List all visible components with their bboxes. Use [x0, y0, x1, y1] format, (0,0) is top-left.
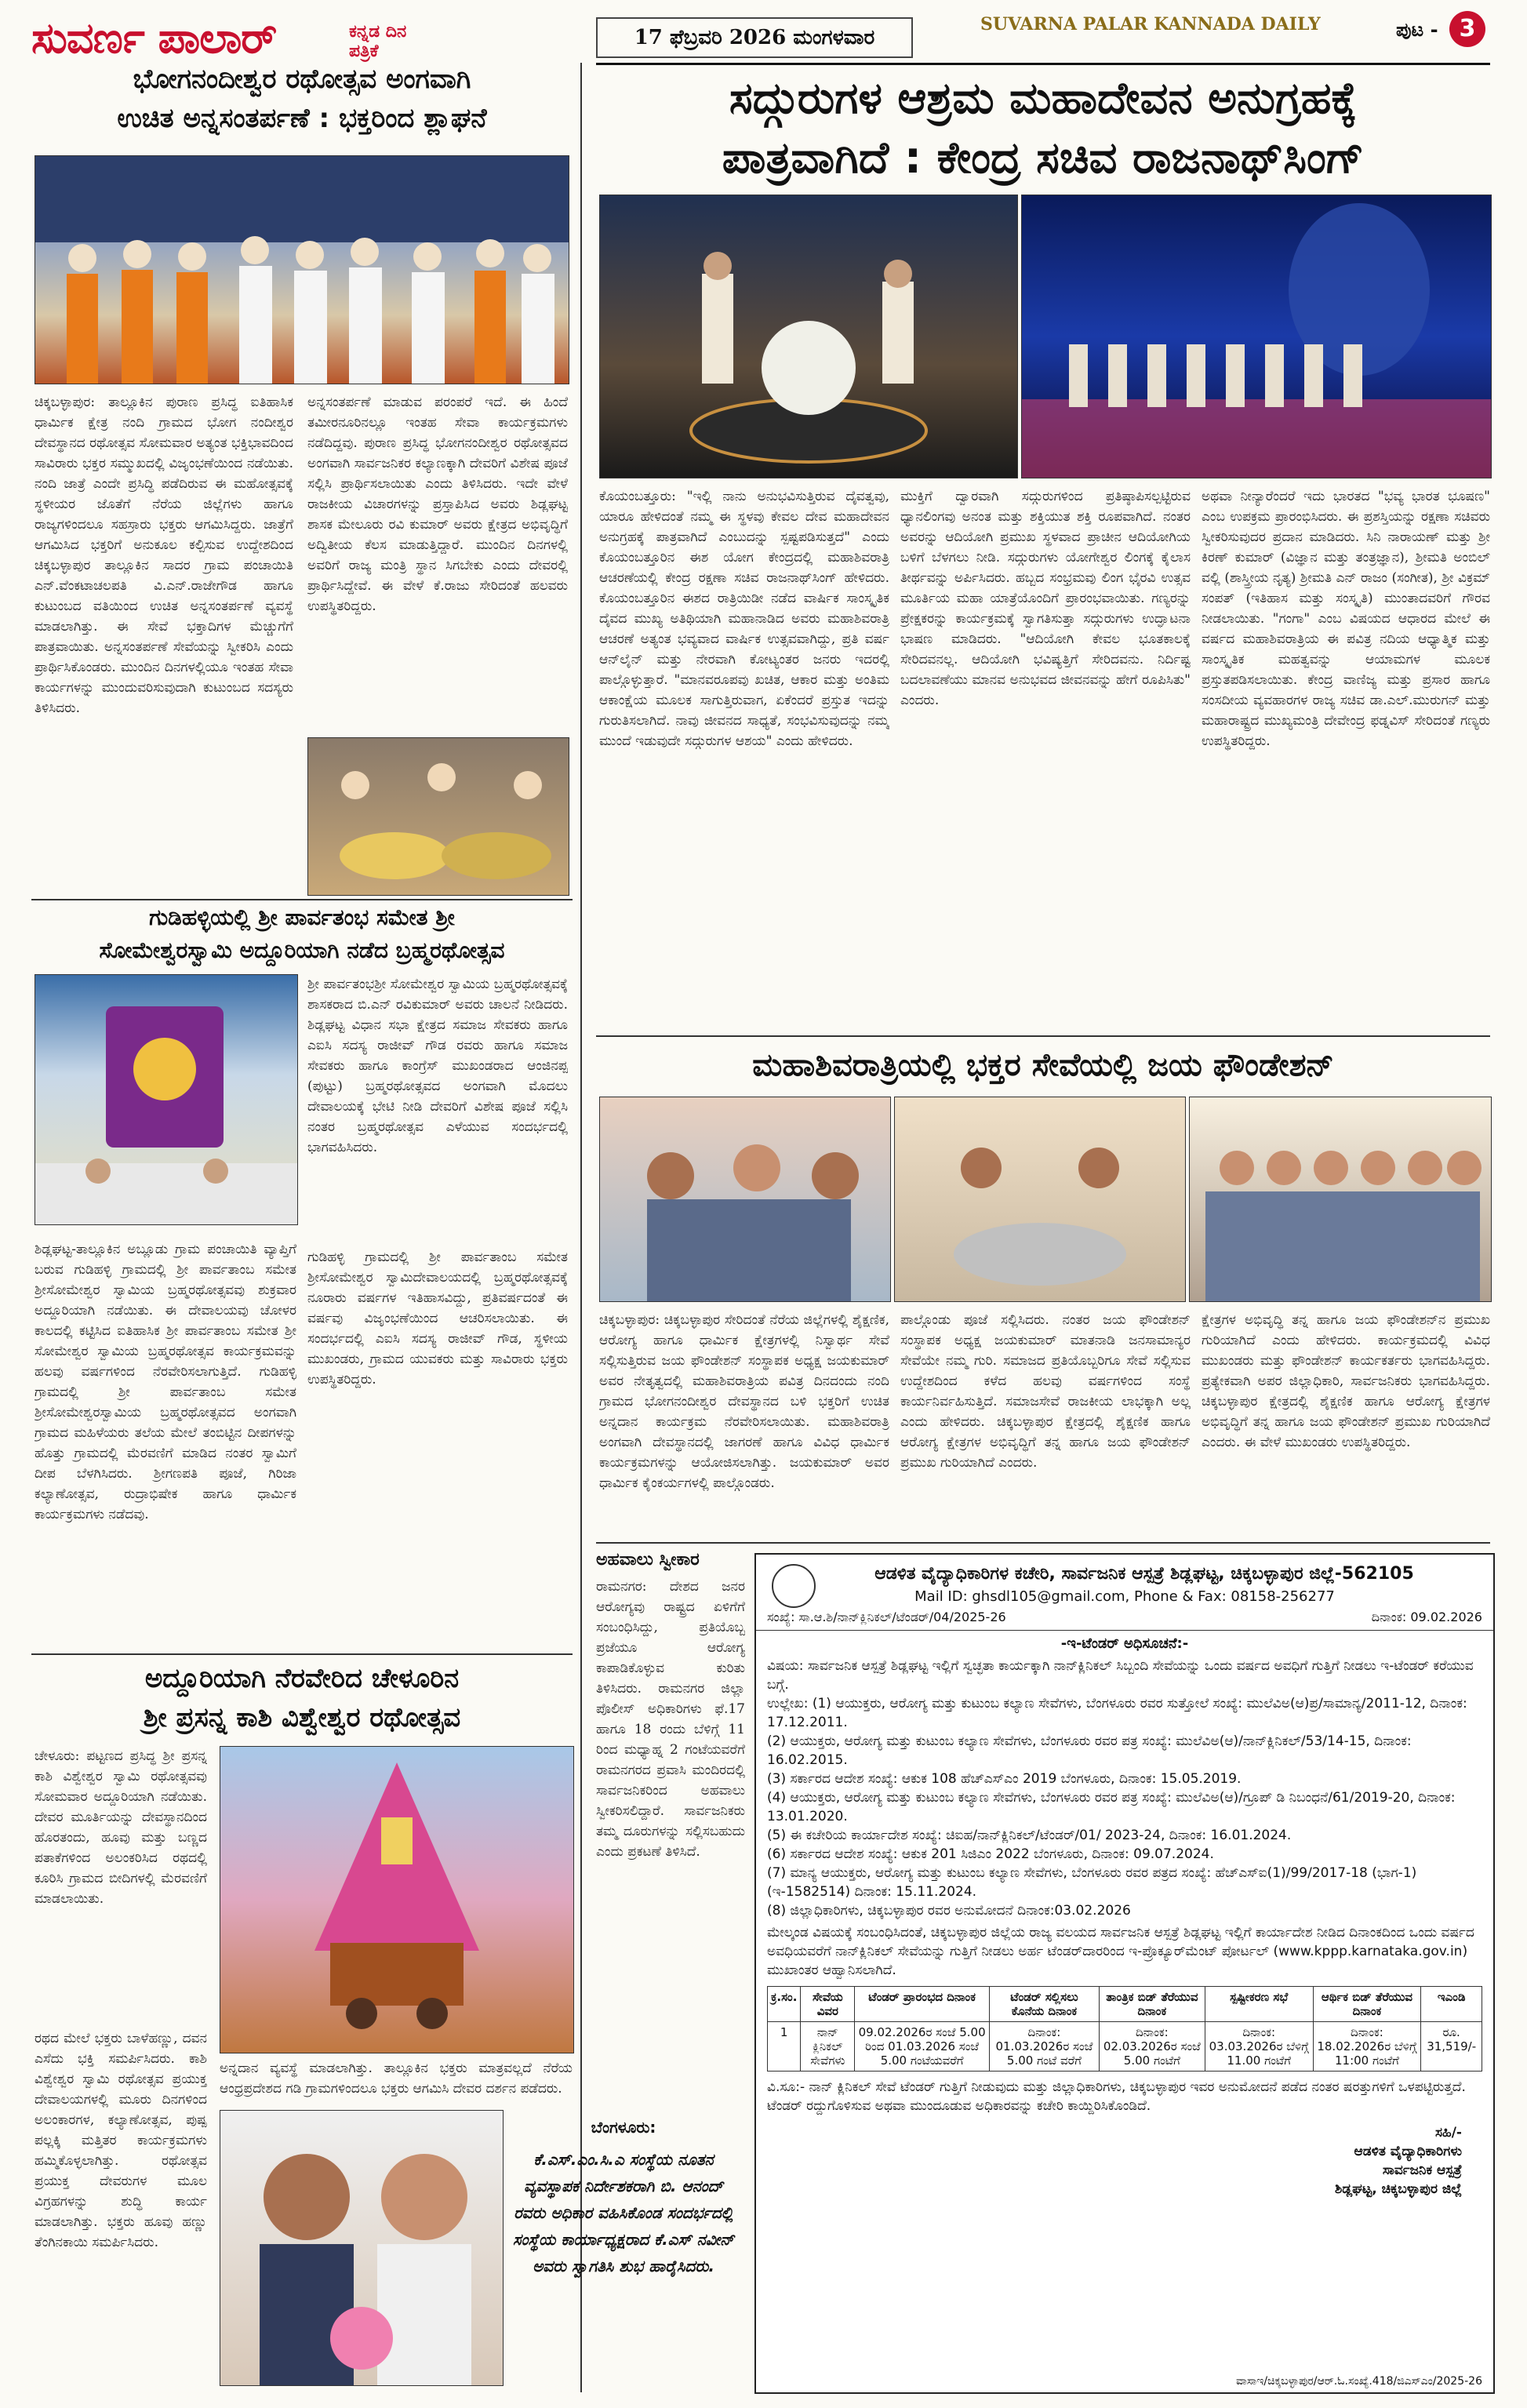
- story3-body-side: ಚೇಳೂರು: ಪಟ್ಟಣದ ಪ್ರಸಿದ್ಧ ಶ್ರೀ ಪ್ರಸನ್ನ ಕಾಶಿ ವಿಶ್ವೇಶ್ವರ ಸ್ವಾಮಿ ರಥೋತ್ಸವವು ಸೋಮವಾರ ಅದ್ದೂರಿಯಾಗಿ ನಡೆಯಿತು. ದೇವರ ಮೂರ್ತಿಯನ್ನು ದೇವಸ್ಥಾನದಿಂದ ಹೊರತಂದು, ಹೂವು ಮತ್ತು ಬಣ್ಣದ ಪತಾಕೆಗಳಿಂದ ಅಲಂಕರಿಸಿದ ರಥದಲ್ಲಿ ಕೂರಿಸಿ ಗ್ರಾಮದ ಬೀದಿಗಳಲ್ಲಿ ಮೆರವಣಿಗೆ ಮಾಡಲಾಯಿತು.: [35, 1748, 207, 1907]
- table-cell: ದಿನಾಂಕ: 02.03.2026ರ ಸಂಜೆ 5.00 ಗಂಟೆಗೆ: [1099, 2022, 1205, 2072]
- lead-headline-2: ಪಾತ್ರವಾಗಿದೆ : ಕೇಂದ್ರ ಸಚಿವ ರಾಜನಾಥ್‌ಸಿಂಗ್: [722, 133, 1365, 184]
- story1-photo-2: [307, 737, 569, 896]
- divider: [31, 899, 573, 900]
- table-cell: ರೂ. 31,519/-: [1421, 2022, 1482, 2072]
- divider: [31, 1653, 573, 1655]
- tender-mail: Mail ID: ghsdl105@gmail.com, Phone & Fax: 08158-256277: [914, 1588, 1335, 1605]
- story2-body-top: ಶ್ರೀ ಪಾರ್ವತಂಭಶ್ರೀ ಸೋಮೇಶ್ವರ ಸ್ವಾಮಿಯ ಬ್ರಹ್ಮರಥೋತ್ಸವಕ್ಕೆ ಶಾಸಕರಾದ ಬಿ.ಎನ್ ರವಿಕುಮಾರ್ ಅವರು ಚಾಲನೆ ನೀಡಿದರು. ಶಿಡ್ಲಘಟ್ಟ ವಿಧಾನ ಸಭಾ ಕ್ಷೇತ್ರದ ಸಮಾಜ ಸೇವಕರು ಹಾಗೂ ಎಐಸಿ ಸದಸ್ಯ ರಾಜೀವ್ ಗೌಡ ರವರು ಹಾಗೂ ಸಮಾಜ ಸೇವಕರು ಹಾಗೂ ಕಾಂಗ್ರೆಸ್ ಮುಖಂಡರಾದ ಆಂಜಿನಪ್ಪ (ಪುಟ್ಟು) ಬ್ರಹ್ಮರಥೋತ್ಸವದ ಅಂಗವಾಗಿ ಮೊದಲು ದೇವಾಲಯಕ್ಕೆ ಭೇಟಿ ನೀಡಿ ದೇವರಿಗೆ ವಿಶೇಷ ಪೂಜೆ ಸಲ್ಲಿಸಿ ನಂತರ ಬ್ರಹ್ಮರಥೋತ್ಸವ ಎಳೆಯುವ ಸಂದರ್ಭದಲ್ಲಿ ಭಾಗವಹಿಸಿದರು.: [307, 977, 568, 1155]
- table-row: [768, 2022, 1482, 2072]
- wish-body: ಕೆ.ಎಸ್.ಎಂ.ಸಿ.ಎ ಸಂಸ್ಥೆಯ ನೂತನ ವ್ಯವಸ್ಥಾಪಕ ನಿರ್ದೇಶಕರಾಗಿ ಬಿ. ಆನಂದ್ ರವರು ಅಧಿಕಾರ ವಹಿಸಿಕೊಂಡ ಸಂದರ್ಭದಲ್ಲಿ ಸಂಸ್ಥೆಯ ಕಾರ್ಯಾಧ್ಯಕ್ಷರಾದ ಕೆ.ಎಸ್ ನವೀನ್ ಅವರು ಸ್ವಾಗತಿಸಿ ಶುಭ ಹಾರೈಸಿದರು.: [513, 2150, 734, 2275]
- jaya-photo-2: [894, 1097, 1186, 1302]
- tender-ref-3: (3) ಸರ್ಕಾರದ ಆದೇಶ ಸಂಖ್ಯೆ: ಆಕುಕ 108 ಹೆಚ್‌ಎಸ್‌ಎಂ 2019 ಬೆಂಗಳೂರು, ದಿನಾಂಕ: 15.05.2019.: [767, 1771, 1242, 1787]
- masthead: [31, 11, 439, 66]
- tender-sign-1: ಆಡಳಿತ ವೈದ್ಯಾಧಿಕಾರಿಗಳು: [1354, 2144, 1462, 2159]
- story3-body-left2: ರಥದ ಮೇಲೆ ಭಕ್ತರು ಬಾಳೆಹಣ್ಣು, ದವನ ಎಸೆದು ಭಕ್ತಿ ಸಮರ್ಪಿಸಿದರು. ಕಾಶಿ ವಿಶ್ವೇಶ್ವರ ಸ್ವಾಮಿ ರಥೋತ್ಸವ ಪ್ರಯುಕ್ತ ದೇವಾಲಯಗಳಲ್ಲಿ ಮೂರು ದಿನಗಳಿಂದ ಅಲಂಕಾರಗಳ, ಕಲ್ಯಾಣೋತ್ಸವ, ಪುಷ್ಪ ಪಲ್ಲಕ್ಕಿ ಮತ್ತಿತರ ಕಾರ್ಯಕ್ರಮಗಳು ಹಮ್ಮಿಕೊಳ್ಳಲಾಗಿತ್ತು. ರಥೋತ್ಸವ ಪ್ರಯುಕ್ತ ದೇವರುಗಳ ಮೂಲ ವಿಗ್ರಹಗಳನ್ನು ಶುದ್ಧಿ ಕಾರ್ಯ ಮಾಡಲಾಗಿತ್ತು. ಭಕ್ತರು ಹೂವು ಹಣ್ಣು ತೆಂಗಿನಕಾಯಿ ಸಮರ್ಪಿಸಿದರು.: [35, 2031, 207, 2250]
- tender-date: ದಿನಾಂಕ: 09.02.2026: [1371, 1610, 1482, 1624]
- table-header: ಸೇವೆಯ ವಿವರ: [801, 1987, 855, 2022]
- tender-note: ವಿ.ಸೂ:- ನಾನ್ ಕ್ಲಿನಿಕಲ್ ಸೇವೆ ಟೆಂಡರ್ ಗುತ್ತಿಗೆ ನೀಡುವುದು ಮತ್ತು ಜಿಲ್ಲಾಧಿಕಾರಿಗಳು, ಚಿಕ್ಕಬಳ್ಳಾಪುರ ಇವರ ಅನುಮೋದನೆ ಪಡೆದ ನಂತರ ಷರತ್ತುಗಳಿಗೆ ಒಳಪಟ್ಟಿರುತ್ತದೆ. ಟೆಂಡರ್ ರದ್ದುಗೊಳಿಸುವ ಅಥವಾ ಮುಂದೂಡುವ ಅಧಿಕಾರವನ್ನು ಕಚೇರಿ ಕಾಯ್ದಿರಿಸಿಕೊಂಡಿದೆ.: [767, 2079, 1466, 2114]
- table-cell: ದಿನಾಂಕ: 01.03.2026ರ ಸಂಜೆ 5.00 ಗಂಟೆ ವರೆಗೆ: [990, 2022, 1100, 2072]
- story3-headline-2: ಶ್ರೀ ಪ್ರಸನ್ನ ಕಾಶಿ ವಿಶ್ವೇಶ್ವರ ರಥೋತ್ಸವ: [143, 1702, 461, 1733]
- dateline: 17 ಫೆಬ್ರವರಿ 2026 ಮಂಗಳವಾರ: [596, 17, 913, 58]
- jaya-photo-3: [1189, 1097, 1492, 1302]
- story1-body-right: ಅನ್ನಸಂತರ್ಪಣೆ ಮಾಡುವ ಪರಂಪರೆ ಇದೆ. ಈ ಹಿಂದೆ ತಮೀರನೂರಿನಲ್ಲೂ ಇಂತಹ ಸೇವಾ ಕಾರ್ಯಕ್ರಮಗಳು ನಡೆದಿದ್ದವು. ಪುರಾಣ ಪ್ರಸಿದ್ಧ ಭೋಗನಂದೀಶ್ವರ ರಥೋತ್ಸವದ ಅಂಗವಾಗಿ ಸಾರ್ವಜನಿಕರ ಕಲ್ಯಾಣಕ್ಕಾಗಿ ದೇವರಿಗೆ ವಿಶೇಷ ಪೂಜೆ ಸಲ್ಲಿಸಿ ಪ್ರಾರ್ಥಿಸಲಾಯಿತು ಎಂದು ತಿಳಿಸಿದರು. ಇದೇ ವೇಳೆ ರಾಜಕೀಯ ವಿಚಾರಗಳನ್ನು ಪ್ರಸ್ತಾಪಿಸಿದ ಅವರು ಶಿಡ್ಲಘಟ್ಟ ಶಾಸಕ ಮೇಲೂರು ರವಿ ಕುಮಾರ್ ಅವರು ಕ್ಷೇತ್ರದ ಅಭಿವೃದ್ಧಿಗೆ ಅದ್ವಿತೀಯ ಕೆಲಸ ಮಾಡುತ್ತಿದ್ದಾರೆ. ಮುಂದಿನ ದಿನಗಳಲ್ಲಿ ಅವರಿಗೆ ರಾಜ್ಯ ಮಂತ್ರಿ ಸ್ಥಾನ ಸಿಗಬೇಕು ಎಂದು ದೇವರಲ್ಲಿ ಪ್ರಾರ್ಥಿಸಿದ್ದೇವೆ. ಈ ವೇಳೆ ಕೆ.ರಾಜು ಸೇರಿದಂತೆ ಹಲವರು ಉಪಸ್ಥಿತರಿದ್ದರು.: [307, 395, 568, 614]
- tender-table: [767, 1986, 1482, 2072]
- divider: [596, 1035, 1490, 1037]
- lead-photo-1: [599, 195, 1018, 478]
- table-cell: 09.02.2026ರ ಸಂಜೆ 5.00 ರಿಂದ 01.03.2026 ಸಂಜೆ 5.00 ಗಂಟೆಯವರೆಗೆ: [855, 2022, 990, 2072]
- ahavalu-title: ಅಹವಾಲು ಸ್ವೀಕಾರ: [596, 1550, 700, 1570]
- story2-body-left: ಶಿಡ್ಲಘಟ್ಟ-ತಾಲ್ಲೂಕಿನ ಅಬ್ಲೂಡು ಗ್ರಾಮ ಪಂಚಾಯಿತಿ ವ್ಯಾಪ್ತಿಗೆ ಬರುವ ಗುಡಿಹಳ್ಳಿ ಗ್ರಾಮದಲ್ಲಿ ಶ್ರೀ ಪಾರ್ವತಾಂಬ ಸಮೇತ ಶ್ರೀಸೋಮೇಶ್ವರ ಸ್ವಾಮಿಯ ಬ್ರಹ್ಮರಥೋತ್ಸವವು ಶುಕ್ರವಾರ ಅದ್ದೂರಿಯಾಗಿ ನಡೆಯಿತು. ಈ ದೇವಾಲಯವು ಚೋಳರ ಕಾಲದಲ್ಲಿ ಕಟ್ಟಿಸಿದ ಐತಿಹಾಸಿಕ ಶ್ರೀ ಪಾರ್ವತಾಂಬ ಸಮೇತ ಶ್ರೀ ಸೋಮೇಶ್ವರ ಸ್ವಾಮಿಯ ಬ್ರಹ್ಮರಥೋತ್ಸವ ಕಾರ್ಯಕ್ರಮವನ್ನು ಹಲವು ವರ್ಷಗಳಿಂದ ನೆರವೇರಿಸಲಾಗುತ್ತಿದೆ. ಗುಡಿಹಳ್ಳಿ ಗ್ರಾಮದಲ್ಲಿ ಶ್ರೀ ಪಾರ್ವತಾಂಬ ಸಮೇತ ಶ್ರೀಸೋಮೇಶ್ವರಸ್ವಾಮಿಯ ಬ್ರಹ್ಮರಥೋತ್ಸವದ ಅಂಗವಾಗಿ ಗ್ರಾಮದ ಮಹಿಳೆಯರು ತಲೆಯ ಮೇಲೆ ತಂಬಿಟ್ಟಿನ ದೀಪಗಳನ್ನು ಹೊತ್ತು ಗ್ರಾಮದಲ್ಲಿ ಮೆರವಣಿಗೆ ಮಾಡಿದ ನಂತರ ಸ್ವಾಮಿಗೆ ದೀಪ ಬೆಳಗಿಸಿದರು. ಶ್ರೀಗಣಪತಿ ಪೂಜೆ, ಗಿರಿಜಾ ಕಲ್ಯಾಣೋತ್ಸವ, ರುದ್ರಾಭಿಷೇಕ ಹಾಗೂ ಧಾರ್ಮಿಕ ಕಾರ್ಯಕ್ರಮಗಳು ನಡೆದವು.: [35, 1242, 296, 1522]
- tender-intro: ಮೇಲ್ಕಂಡ ವಿಷಯಕ್ಕೆ ಸಂಬಂಧಿಸಿದಂತೆ, ಚಿಕ್ಕಬಳ್ಳಾಪುರ ಜಿಲ್ಲೆಯ ರಾಜ್ಯ ವಲಯದ ಸಾರ್ವಜನಿಕ ಆಸ್ಪತ್ರೆ ಶಿಡ್ಲಘಟ್ಟ ಇಲ್ಲಿಗೆ ಕಾರ್ಯಾದೇಶ ನೀಡಿದ ದಿನಾಂಕದಿಂದ ಒಂದು ವರ್ಷದ ಅವಧಿಯವರೆಗೆ ನಾನ್‌ಕ್ಲಿನಿಕಲ್ ಸೇವೆಯನ್ನು ಗುತ್ತಿಗೆ ನೀಡಲು ಅರ್ಹ ಟೆಂಡರ್‌ದಾರರಿಂದ ಇ-ಪ್ರೊಕ್ಯೂರ್‌ಮೆಂಟ್ ಪೋರ್ಟಲ್ (www.kppp.karnataka.gov.in) ಮುಖಾಂತರ ಆಹ್ವಾನಿಸಲಾಗಿದೆ.: [767, 1925, 1474, 1978]
- table-cell: ದಿನಾಂಕ: 03.03.2026ರ ಬೆಳಿಗ್ಗೆ 11.00 ಗಂಟೆಗೆ: [1205, 2022, 1313, 2072]
- story3-photo: [220, 1746, 574, 2053]
- tender-ref-6: (6) ಸರ್ಕಾರದ ಆದೇಶ ಸಂಖ್ಯೆ: ಆಕುಕ 201 ಸಿಜಿಎಂ 2022 ಬೆಂಗಳೂರು, ದಿನಾಂಕ: 09.07.2024.: [767, 1846, 1214, 1862]
- jaya-col-1: ಚಿಕ್ಕಬಳ್ಳಾಪುರ: ಚಿಕ್ಕಬಳ್ಳಾಪುರ ಸೇರಿದಂತೆ ನೆರೆಯ ಜಿಲ್ಲೆಗಳಲ್ಲಿ ಶೈಕ್ಷಣಿಕ, ಆರೋಗ್ಯ ಹಾಗೂ ಧಾರ್ಮಿಕ ಕ್ಷೇತ್ರಗಳಲ್ಲಿ ನಿಸ್ವಾರ್ಥ ಸೇವೆ ಸಲ್ಲಿಸುತ್ತಿರುವ ಜಯ ಫೌಂಡೇಶನ್ ಸಂಸ್ಥಾಪಕ ಅಧ್ಯಕ್ಷ ಜಯಕುಮಾರ್ ಅವರ ನೇತೃತ್ವದಲ್ಲಿ ಮಹಾಶಿವರಾತ್ರಿಯ ಪವಿತ್ರ ದಿನದಂದು ನಂದಿ ಗ್ರಾಮದ ಭೋಗನಂದೀಶ್ವರ ದೇವಸ್ಥಾನದ ಬಳಿ ಭಕ್ತರಿಗೆ ಉಚಿತ ಅನ್ನದಾನ ಕಾರ್ಯಕ್ರಮ ನೆರವೇರಿಸಲಾಯಿತು. ಮಹಾಶಿವರಾತ್ರಿ ಅಂಗವಾಗಿ ದೇವಸ್ಥಾನದಲ್ಲಿ ಜಾಗರಣೆ ಹಾಗೂ ವಿವಿಧ ಧಾರ್ಮಿಕ ಕಾರ್ಯಕ್ರಮಗಳನ್ನು ಆಯೋಜಿಸಲಾಗಿತ್ತು. ಜಯಕುಮಾರ್ ಅವರ ಧಾರ್ಮಿಕ ಕೈಂಕರ್ಯಗಳಲ್ಲಿ ಪಾಲ್ಗೊಂಡರು.: [599, 1312, 889, 1491]
- tender-ref-5: (5) ಈ ಕಚೇರಿಯ ಕಾರ್ಯಾದೇಶ ಸಂಖ್ಯೆ: ಚಿಐಹ/ನಾನ್‌ಕ್ಲಿನಿಕಲ್/ಟೆಂಡರ್/01/ 2023-24, ದಿನಾಂಕ: 16.01.2024.: [767, 1828, 1292, 1843]
- table-header: ಟೆಂಡರ್ ಸಲ್ಲಿಸಲು ಕೊನೆಯ ದಿನಾಂಕ: [990, 1987, 1100, 2022]
- story1-body-left: ಚಿಕ್ಕಬಳ್ಳಾಪುರ: ತಾಲ್ಲೂಕಿನ ಪುರಾಣ ಪ್ರಸಿದ್ಧ ಐತಿಹಾಸಿಕ ಧಾರ್ಮಿಕ ಕ್ಷೇತ್ರ ನಂದಿ ಗ್ರಾಮದ ಭೋಗ ನಂದೀಶ್ವರ ದೇವಸ್ಥಾನದ ರಥೋತ್ಸವ ಸೋಮವಾರ ಅತ್ಯಂತ ಭಕ್ತಿಭಾವದಿಂದ ಸಾವಿರಾರು ಭಕ್ತರ ಸಮ್ಮುಖದಲ್ಲಿ ವಿಜೃಂಭಣೆಯಿಂದ ನಡೆಯಿತು. ನಂದಿ ಜಾತ್ರೆ ಎಂದೇ ಪ್ರಸಿದ್ಧಿ ಪಡೆದಿರುವ ಈ ಮಹೋತ್ಸವಕ್ಕೆ ಸ್ಥಳೀಯರ ಜೊತೆಗೆ ನೆರೆಯ ಜಿಲ್ಲೆಗಳು ಹಾಗೂ ರಾಜ್ಯಗಳಿಂದಲೂ ಸಹಸ್ರಾರು ಭಕ್ತರು ಆಗಮಿಸಿದ್ದರು. ಜಾತ್ರೆಗೆ ಆಗಮಿಸಿದ ಭಕ್ತರಿಗೆ ಅನುಕೂಲ ಕಲ್ಪಿಸುವ ಉದ್ದೇಶದಿಂದ ಚಿಕ್ಕಬಳ್ಳಾಪುರ ತಾಲ್ಲೂಕಿನ ಸಾದರ ಗ್ರಾಮ ಪಂಚಾಯಿತಿ ಎನ್.ವೆಂಕಟಾಚಲಪತಿ ವಿ.ಎನ್.ರಾಜೇಗೌಡ ಹಾಗೂ ಕುಟುಂಬದ ವತಿಯಿಂದ ಉಚಿತ ಅನ್ನಸಂತರ್ಪಣೆ ವ್ಯವಸ್ಥೆ ಮಾಡಲಾಗಿತ್ತು. ಈ ಸೇವೆ ಭಕ್ತಾದಿಗಳ ಮೆಚ್ಚುಗೆಗೆ ಪಾತ್ರವಾಯಿತು. ಅನ್ನಸಂತರ್ಪಣೆ ಸೇವೆಯನ್ನು ಸ್ವೀಕರಿಸಿ ಎಂದು ಪ್ರಾರ್ಥಿಸಿಕೊಂಡರು. ಮುಂದಿನ ದಿನಗಳಲ್ಲಿಯೂ ಇಂತಹ ಸೇವಾ ಕಾರ್ಯಗಳನ್ನು ಮುಂದುವರಿಸುವುದಾಗಿ ಕುಟುಂಬದ ಸದಸ್ಯರು ತಿಳಿಸಿದರು.: [35, 395, 293, 716]
- jaya-col-3: ಕ್ಷೇತ್ರಗಳ ಅಭಿವೃದ್ಧಿ ತನ್ನ ಹಾಗೂ ಜಯ ಫೌಂಡೇಶನ್‌ನ ಪ್ರಮುಖ ಗುರಿಯಾಗಿದೆ ಎಂದು ಹೇಳಿದರು. ಕಾರ್ಯಕ್ರಮದಲ್ಲಿ ವಿವಿಧ ಮುಖಂಡರು ಮತ್ತು ಫೌಂಡೇಶನ್ ಕಾರ್ಯಕರ್ತರು ಭಾಗವಹಿಸಿದ್ದರು. ಪ್ರತ್ಯೇಕವಾಗಿ ಅಪರ ಜಿಲ್ಲಾಧಿಕಾರಿ, ಸಾರ್ವಜನಿಕರು ಭಾಗವಹಿಸಿದ್ದರು. ಚಿಕ್ಕಬಳ್ಳಾಪುರ ಕ್ಷೇತ್ರದಲ್ಲಿ ಶೈಕ್ಷಣಿಕ ಹಾಗೂ ಆರೋಗ್ಯ ಕ್ಷೇತ್ರಗಳ ಅಭಿವೃದ್ಧಿಗೆ ತನ್ನ ಹಾಗೂ ಜಯ ಫೌಂಡೇಶನ್ ಪ್ರಮುಖ ಗುರಿಯಾಗಿದೆ ಎಂದರು. ಈ ವೇಳೆ ಮುಖಂಡರು ಉಪಸ್ಥಿತರಿದ್ದರು.: [1202, 1312, 1490, 1450]
- page-number: [1396, 11, 1485, 47]
- story2-headline-1: ಗುಡಿಹಳ್ಳಿಯಲ್ಲಿ ಶ್ರೀ ಪಾರ್ವತಂಭ ಸಮೇತ ಶ್ರೀ: [149, 904, 455, 930]
- tender-sign-3: ಶಿಡ್ಲಘಟ್ಟ, ಚಿಕ್ಕಬಳ್ಳಾಪುರ ಜಿಲ್ಲೆ: [1334, 2181, 1462, 2197]
- tender-ref: ಸಂಖ್ಯೆ: ಸಾ.ಆ.ಶಿ/ನಾನ್‌ಕ್ಲಿನಿಕಲ್/ಟೆಂಡರ್/04/2025-26: [767, 1610, 1006, 1624]
- table-cell: ದಿನಾಂಕ: 18.02.2026ರ ಬೆಳಿಗ್ಗೆ 11:00 ಗಂಟೆಗೆ: [1313, 2022, 1421, 2072]
- tender-office: ಆಡಳಿತ ವೈದ್ಯಾಧಿಕಾರಿಗಳ ಕಚೇರಿ, ಸಾರ್ವಜನಿಕ ಆಸ್ಪತ್ರೆ ಶಿಡ್ಲಘಟ್ಟ, ಚಿಕ್ಕಬಳ್ಳಾಪುರ ಜಿಲ್ಲೆ-562105: [874, 1564, 1414, 1584]
- emblem-icon: [772, 1564, 816, 1608]
- divider: [596, 1542, 1490, 1544]
- tender-notice: [754, 1553, 1495, 2394]
- lead-col-3: ಅಥವಾ ನೀನ್ಯಾರೆಂದರೆ ಇದು ಭಾರತದ "ಭವ್ಯ ಭಾರತ ಭೂಷಣ" ಎಂಬ ಉಪಕ್ರಮ ಪ್ರಾರಂಭಿಸಿದರು. ಈ ಪ್ರಶಸ್ತಿಯನ್ನು ರಕ್ಷಣಾ ಸಚಿವರು ಸ್ವೀಕರಿಸುವುದರ ಪ್ರದಾನ ಮಾಡಿದರು. ಸಿನಿ ನಾರಾಯಣ್ ಮತ್ತು ಶ್ರೀ ಕಿರಣ್ ಕುಮಾರ್ (ವಿಜ್ಞಾನ ಮತ್ತು ತಂತ್ರಜ್ಞಾನ), ಶ್ರೀಮತಿ ಅಂಬಿಲ್ ವಲ್ಲಿ (ಶಾಸ್ತ್ರೀಯ ನೃತ್ಯ) ಶ್ರೀಮತಿ ಎನ್ ರಾಜಂ (ಸಂಗೀತ), ಶ್ರೀ ವಿಕ್ರಮ್ ಸಂಪತ್ (ಇತಿಹಾಸ ಮತ್ತು ಸಂಸ್ಕೃತಿ) ಮುಂತಾದವರಿಗೆ ಗೌರವ ನೀಡಲಾಯಿತು. "ಗಂಗಾ" ಎಂಬ ವಿಷಯದ ಆಧಾರದ ಮೇಲೆ ಈ ವರ್ಷದ ಮಹಾಶಿವರಾತ್ರಿಯ ಈ ಪವಿತ್ರ ನದಿಯ ಆಧ್ಯಾತ್ಮಿಕ ಮತ್ತು ಸಾಂಸ್ಕೃತಿಕ ಮಹತ್ವವನ್ನು ಆಯಾಮಗಳ ಮೂಲಕ ಪ್ರಸ್ತುತಪಡಿಸಲಾಯಿತು. ಕೇಂದ್ರ ವಾಣಿಜ್ಯ ಮತ್ತು ಪ್ರಸಾರ ಹಾಗೂ ಸಂಸದೀಯ ವ್ಯವಹಾರಗಳ ರಾಜ್ಯ ಸಚಿವ ಡಾ.ಎಲ್.ಮುರುಗನ್ ಮತ್ತು ಮಹಾರಾಷ್ಟ್ರದ ಮುಖ್ಯಮಂತ್ರಿ ದೇವೇಂದ್ರ ಫಡ್ನವಿಸ್ ಸೇರಿದಂತೆ ಗಣ್ಯರು ಉಪಸ್ಥಿತರಿದ್ದರು.: [1202, 489, 1490, 749]
- jaya-col-2: ಪಾಲ್ಗೊಂಡು ಪೂಜೆ ಸಲ್ಲಿಸಿದರು. ನಂತರ ಜಯ ಫೌಂಡೇಶನ್ ಸಂಸ್ಥಾಪಕ ಅಧ್ಯಕ್ಷ ಜಯಕುಮಾರ್ ಮಾತನಾಡಿ ಜನಸಾಮಾನ್ಯರ ಸೇವೆಯೇ ನಮ್ಮ ಗುರಿ. ಸಮಾಜದ ಪ್ರತಿಯೊಬ್ಬರಿಗೂ ಸೇವೆ ಸಲ್ಲಿಸುವ ಉದ್ದೇಶದಿಂದ ಕಳೆದ ಹಲವು ವರ್ಷಗಳಿಂದ ಸಂಸ್ಥೆ ಕಾರ್ಯನಿರ್ವಹಿಸುತ್ತಿದೆ. ಸಮಾಜಸೇವೆ ರಾಜಕೀಯ ಲಾಭಕ್ಕಾಗಿ ಅಲ್ಲ ಎಂದು ಹೇಳಿದರು. ಚಿಕ್ಕಬಳ್ಳಾಪುರ ಕ್ಷೇತ್ರದಲ್ಲಿ ಶೈಕ್ಷಣಿಕ ಹಾಗೂ ಆರೋಗ್ಯ ಕ್ಷೇತ್ರಗಳ ಅಭಿವೃದ್ಧಿಗೆ ತನ್ನ ಹಾಗೂ ಜಯ ಫೌಂಡೇಶನ್ ಪ್ರಮುಖ ಗುರಿಯಾಗಿದೆ ಎಂದರು.: [900, 1312, 1191, 1471]
- story1-photo: [35, 155, 569, 384]
- story1-headline-2: ಉಚಿತ ಅನ್ನಸಂತರ್ಪಣೆ : ಭಕ್ತರಿಂದ ಶ್ಲಾಘನೆ: [117, 103, 487, 134]
- tender-ref-8: (8) ಜಿಲ್ಲಾಧಿಕಾರಿಗಳು, ಚಿಕ್ಕಬಳ್ಳಾಪುರ ರವರ ಅನುಮೋದನೆ ದಿನಾಂಕ:03.02.2026: [767, 1903, 1131, 1919]
- tender-signature: [756, 2115, 1493, 2199]
- wish-photo: [220, 2110, 504, 2386]
- lead-col-2: ಮುಕ್ತಿಗೆ ದ್ವಾರವಾಗಿ ಸದ್ಗುರುಗಳಿಂದ ಪ್ರತಿಷ್ಠಾಪಿಸಲ್ಪಟ್ಟಿರುವ ಧ್ಯಾನಲಿಂಗವು ಅನಂತ ಮತ್ತು ಶಕ್ತಿಯುತ ಶಕ್ತಿ ರೂಪವಾಗಿದೆ. ನಂತರ ಅವರನ್ನು ಆದಿಯೋಗಿ ಪ್ರಮುಖ ಸ್ಥಳವಾದ ಪ್ರಾಚೀನ ಆದಿಯೋಗಿಯ ಬಳಿಗೆ ಬೆಳಗಲು ನೀಡಿ. ಸದ್ಗುರುಗಳು ಯೋಗೇಶ್ವರ ಲಿಂಗಕ್ಕೆ ಕೈಲಾಸ ತೀರ್ಥವನ್ನು ಅರ್ಪಿಸಿದರು. ಹಬ್ಬದ ಸಂಭ್ರಮವು ಲಿಂಗ ಭೈರವಿ ಉತ್ಸವ ಮೂರ್ತಿಯ ಮಹಾ ಯಾತ್ರೆಯೊಂದಿಗೆ ಪ್ರಾರಂಭವಾಯಿತು. ಗಣ್ಯರನ್ನು ಪ್ರೇಕ್ಷಕರನ್ನು ಕಾರ್ಯಕ್ರಮಕ್ಕೆ ಸ್ವಾಗತಿಸುತ್ತಾ ಸದ್ಗುರುಗಳು ಉದ್ಘಾಟನಾ ಭಾಷಣ ಮಾಡಿದರು. "ಆದಿಯೋಗಿ ಕೇವಲ ಭೂತಕಾಲಕ್ಕೆ ಸೇರಿದವನಲ್ಲ. ಆದಿಯೋಗಿ ಭವಿಷ್ಯತ್ತಿಗೆ ಸೇರಿದವನು. ನಿರ್ದಿಷ್ಟ ಬದಲಾವಣೆಯು ಮಾನವ ಅನುಭವದ ಜೀವನವನ್ನು ಹೇಗೆ ರೂಪಿಸಿತು" ಎಂದರು.: [900, 489, 1191, 708]
- daily-label: SUVARNA PALAR KANNADA DAILY: [980, 14, 1321, 35]
- column-rule: [580, 63, 582, 2392]
- jaya-photo-1: [599, 1097, 891, 1302]
- tender-title: -ಇ-ಟೆಂಡರ್ ಅಧಿಸೂಚನೆ:-: [1060, 1635, 1189, 1652]
- lead-headline-1: ಸದ್ಗುರುಗಳ ಆಶ್ರಮ ಮಹಾದೇವನ ಅನುಗ್ರಹಕ್ಕೆ: [729, 73, 1358, 124]
- table-header: ಆರ್ಥಿಕ ಬಿಡ್ ತೆರೆಯುವ ದಿನಾಂಕ: [1313, 1987, 1421, 2022]
- brand-tagline: ಕನ್ನಡ ದಿನ ಪತ್ರಿಕೆ: [349, 22, 407, 61]
- tender-ref-2: (2) ಆಯುಕ್ತರು, ಆರೋಗ್ಯ ಮತ್ತು ಕುಟುಂಬ ಕಲ್ಯಾಣ ಸೇವೆಗಳು, ಬೆಂಗಳೂರು ರವರ ಪತ್ರ ಸಂಖ್ಯೆ: ಮುಲೆವಿಅ(ಆ)/ನಾನ್‌ಕ್ಲಿನಿಕಲ್/53/14-15, ದಿನಾಂಕ: 16.02.2015.: [767, 1733, 1412, 1768]
- lead-photo-2: [1021, 195, 1492, 478]
- tender-footer: ವಾಸಾಇ/ಚಿಕ್ಕಬಳ್ಳಾಪುರ/ಆರ್.ಓ.ಸಂಖ್ಯೆ.418/ಜಿಎಸ್‌ಎಂ/2025-26: [1235, 2375, 1482, 2388]
- tender-ref-7: (7) ಮಾನ್ಯ ಆಯುಕ್ತರು, ಆರೋಗ್ಯ ಮತ್ತು ಕುಟುಂಬ ಕಲ್ಯಾಣ ಸೇವೆಗಳು, ಬೆಂಗಳೂರು ರವರ ಪತ್ರದ ಸಂಖ್ಯೆ: ಹೆಚ್‌ಎಸ್‌ಐ(1)/99/2017-18 (ಭಾಗ-1) (ಇ-1582514) ದಿನಾಂಕ: 15.11.2024.: [767, 1865, 1417, 1900]
- ahavalu-body: ರಾಮನಗರ: ದೇಶದ ಜನರ ಆರೋಗ್ಯವು ರಾಷ್ಟ್ರದ ಏಳಿಗೆಗೆ ಸಂಬಂಧಿಸಿದ್ದು, ಪ್ರತಿಯೊಬ್ಬ ಪ್ರಜೆಯೂ ಆರೋಗ್ಯ ಕಾಪಾಡಿಕೊಳ್ಳುವ ಕುರಿತು ತಿಳಿಸಿದರು. ರಾಮನಗರ ಜಿಲ್ಲಾ ಪೊಲೀಸ್ ಅಧಿಕಾರಿಗಳು ಫೆ.17 ಹಾಗೂ 18 ರಂದು ಬೆಳಿಗ್ಗೆ 11 ರಿಂದ ಮಧ್ಯಾಹ್ನ 2 ಗಂಟೆಯವರೆಗೆ ರಾಮನಗರದ ಪ್ರವಾಸಿ ಮಂದಿರದಲ್ಲಿ ಸಾರ್ವಜನಿಕರಿಂದ ಅಹವಾಲು ಸ್ವೀಕರಿಸಲಿದ್ದಾರೆ. ಸಾರ್ವಜನಿಕರು ತಮ್ಮ ದೂರುಗಳನ್ನು ಸಲ್ಲಿಸಬಹುದು ಎಂದು ಪ್ರಕಟಣೆ ತಿಳಿಸಿದೆ.: [596, 1579, 745, 1860]
- tender-ref-4: (4) ಆಯುಕ್ತರು, ಆರೋಗ್ಯ ಮತ್ತು ಕುಟುಂಬ ಕಲ್ಯಾಣ ಸೇವೆಗಳು, ಬೆಂಗಳೂರು ರವರ ಪತ್ರ ಸಂಖ್ಯೆ: ಮುಲೆವಿಅ(ಆ)/ಗ್ರೂಪ್ ಡಿ ನಿಬಂಧನೆ/61/2019-20, ದಿನಾಂಕ: 13.01.2020.: [767, 1790, 1456, 1824]
- lead-col-1: ಕೊಯಂಬತ್ತೂರು: "ಇಲ್ಲಿ ನಾನು ಅನುಭವಿಸುತ್ತಿರುವ ದೈವತ್ವವು, ಯಾರೂ ಹೇಳಿದಂತೆ ನಮ್ಮ ಈ ಸ್ಥಳವು ಕೇವಲ ದೇವ ಮಹಾದೇವನ ಅನುಗ್ರಹಕ್ಕೆ ಪಾತ್ರವಾಗಿದೆ ಎಂಬುದನ್ನು ಸ್ಪಷ್ಟಪಡಿಸುತ್ತದೆ" ಎಂದು ಕೊಯಂಬತ್ತೂರಿನ ಈಶ ಯೋಗ ಕೇಂದ್ರದಲ್ಲಿ ಮಹಾಶಿವರಾತ್ರಿ ಆಚರಣೆಯಲ್ಲಿ ಕೇಂದ್ರ ರಕ್ಷಣಾ ಸಚಿವ ರಾಜನಾಥ್‌ಸಿಂಗ್ ಹೇಳಿದರು. ಕೊಯಂಬತ್ತೂರಿನ ಈಶದ ರಾತ್ರಿಯಿಡೀ ನಡೆದ ವಾರ್ಷಿಕ ಸಾಂಸ್ಕೃತಿಕ ದೈವದ ಮುಖ್ಯ ಅತಿಥಿಯಾಗಿ ಮಹಾನಾಡಿದ ಅವರು ಮಹಾಶಿವರಾತ್ರಿ ಆಚರಣೆ ಅತ್ಯಂತ ಭವ್ಯವಾದ ವಾರ್ಷಿಕ ಉತ್ಸವವಾಗಿದ್ದು, ಪ್ರತಿ ವರ್ಷ ಆನ್‌ಲೈನ್ ಮತ್ತು ನೇರವಾಗಿ ಕೋಟ್ಯಂತರ ಜನರು ಇದರಲ್ಲಿ ಪಾಲ್ಗೊಳ್ಳುತ್ತಾರೆ. "ಮಾನವರೂಪವು ಖಚಿತ, ಆಕಾರ ಮತ್ತು ಅಂತಿಮ ಆಕಾಂಕ್ಷೆಯ ಮೂಲಕ ಸಾಗುತ್ತಿರುವಾಗ, ಏಕೆಂದರೆ ಪ್ರಸ್ತುತ ಇದನ್ನು ಗುರುತಿಸಲಾಗಿದೆ. ನಾವು ಜೀವನದ ಸಾಧ್ಯತೆ, ಸಂಭವಿಸುವುದನ್ನು ನಮ್ಮ ಮುಂದೆ ಇಡುವುದೇ ಸದ್ಗುರುಗಳ ಆಶಯ" ಎಂದು ಹೇಳಿದರು.: [599, 489, 889, 749]
- table-header: ಟೆಂಡರ್ ಪ್ರಾರಂಭದ ದಿನಾಂಕ: [855, 1987, 990, 2022]
- tender-signoff: ಸಹಿ/-: [1435, 2125, 1462, 2141]
- tender-ref-1: ಉಲ್ಲೇಖ: (1) ಆಯುಕ್ತರು, ಆರೋಗ್ಯ ಮತ್ತು ಕುಟುಂಬ ಕಲ್ಯಾಣ ಸೇವೆಗಳು, ಬೆಂಗಳೂರು ರವರ ಸುತ್ತೋಲೆ ಸಂಖ್ಯೆ: ಮುಲೆವಿಅ(ಆ)ಪ್ರ/ಸಾಮಾನ್ಯ/2011-12, ದಿನಾಂಕ: 17.12.2011.: [767, 1696, 1467, 1730]
- table-cell: 1: [768, 2022, 801, 2072]
- jaya-headline: ಮಹಾಶಿವರಾತ್ರಿಯಲ್ಲಿ ಭಕ್ತರ ಸೇವೆಯಲ್ಲಿ ಜಯ ಫೌಂಡೇಶನ್: [752, 1047, 1334, 1083]
- story3-headline-1: ಅದ್ದೂರಿಯಾಗಿ ನೆರವೇರಿದ ಚೇಳೂರಿನ: [144, 1663, 460, 1694]
- tender-sign-2: ಸಾರ್ವಜನಿಕ ಆಸ್ಪತ್ರೆ: [1382, 2162, 1462, 2178]
- brand-name: ಸುವರ್ಣ ಪಾಲಾರ್: [31, 13, 277, 63]
- wish-title: ಬೆಂಗಳೂರು:: [591, 2118, 656, 2137]
- table-header: ಸ್ಪಷ್ಟೀಕರಣ ಸಭೆ: [1205, 1987, 1313, 2022]
- story2-photo: [35, 974, 298, 1225]
- tender-subject: ವಿಷಯ: ಸಾರ್ವಜನಿಕ ಆಸ್ಪತ್ರೆ ಶಿಡ್ಲಘಟ್ಟ ಇಲ್ಲಿಗೆ ಸ್ವಚ್ಛತಾ ಕಾರ್ಯಕ್ಕಾಗಿ ನಾನ್‌ಕ್ಲಿನಿಕಲ್ ಸಿಬ್ಬಂದಿ ಸೇವೆಯನ್ನು ಒಂದು ವರ್ಷದ ಅವಧಿಗೆ ಗುತ್ತಿಗೆ ನೀಡಲು ಇ-ಟೆಂಡರ್ ಕರೆಯುವ ಬಗ್ಗೆ.: [767, 1658, 1474, 1693]
- story1-headline-1: ಭೋಗನಂದೀಶ್ವರ ರಥೋತ್ಸವ ಅಂಗವಾಗಿ: [133, 64, 471, 95]
- table-header: ತಾಂತ್ರಿಕ ಬಿಡ್ ತೆರೆಯುವ ದಿನಾಂಕ: [1099, 1987, 1205, 2022]
- table-cell: ನಾನ್ ಕ್ಲಿನಿಕಲ್ ಸೇವೆಗಳು: [801, 2022, 855, 2072]
- story2-headline-2: ಸೋಮೇಶ್ವರಸ್ವಾಮಿ ಅದ್ದೂರಿಯಾಗಿ ನಡೆದ ಬ್ರಹ್ಮರಥೋತ್ಸವ: [99, 937, 505, 963]
- table-header: ಇಎಂಡಿ: [1421, 1987, 1482, 2022]
- story2-body-right: ಗುಡಿಹಳ್ಳಿ ಗ್ರಾಮದಲ್ಲಿ ಶ್ರೀ ಪಾರ್ವತಾಂಬ ಸಮೇತ ಶ್ರೀಸೋಮೇಶ್ವರ ಸ್ವಾಮಿದೇವಾಲಯದಲ್ಲಿ ಬ್ರಹ್ಮರಥೋತ್ಸವಕ್ಕೆ ನೂರಾರು ವರ್ಷಗಳ ಇತಿಹಾಸವಿದ್ದು, ಪ್ರತಿವರ್ಷದಂತೆ ಈ ವರ್ಷವು ವಿಜೃಂಭಣೆಯಿಂದ ಆಚರಿಸಲಾಯಿತು. ಈ ಸಂದರ್ಭದಲ್ಲಿ ಎಐಸಿ ಸದಸ್ಯ ರಾಜೀವ್ ಗೌಡ, ಸ್ಥಳೀಯ ಮುಖಂಡರು, ಗ್ರಾಮದ ಯುವಕರು ಮತ್ತು ಸಾವಿರಾರು ಭಕ್ತರು ಉಪಸ್ಥಿತರಿದ್ದರು.: [307, 1249, 568, 1388]
- page-label: ಪುಟ -: [1396, 19, 1438, 41]
- masthead-rule: [596, 63, 1490, 65]
- story3-body-bottom: ಅನ್ನದಾನ ವ್ಯವಸ್ಥೆ ಮಾಡಲಾಗಿತ್ತು. ತಾಲ್ಲೂಕಿನ ಭಕ್ತರು ಮಾತ್ರವಲ್ಲದೆ ನೆರೆಯ ಆಂಧ್ರಪ್ರದೇಶದ ಗಡಿ ಗ್ರಾಮಗಳಿಂದಲೂ ಭಕ್ತರು ಆಗಮಿಸಿ ದೇವರ ದರ್ಶನ ಪಡೆದರು.: [220, 2061, 573, 2097]
- table-header: ಕ್ರ.ಸಂ.: [768, 1987, 801, 2022]
- page-number-badge: 3: [1449, 11, 1485, 47]
